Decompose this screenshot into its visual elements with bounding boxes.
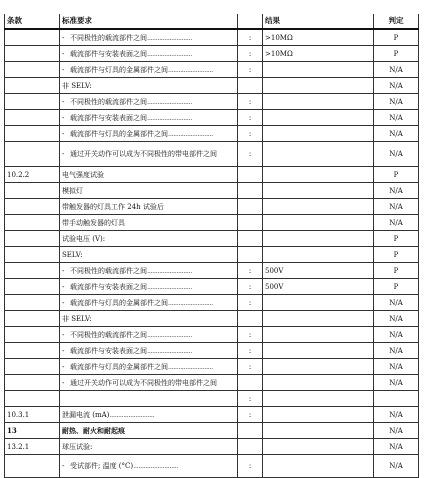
clause-cell bbox=[5, 126, 60, 142]
result-cell bbox=[263, 407, 374, 423]
clause-cell bbox=[5, 183, 60, 199]
bullet-marker: - bbox=[62, 346, 65, 355]
bullet-marker: - bbox=[62, 362, 65, 371]
requirement-cell bbox=[60, 94, 238, 110]
requirement-cell bbox=[60, 142, 238, 167]
result-cell bbox=[263, 311, 374, 327]
leader-dots: .......................... bbox=[147, 282, 192, 291]
clause-cell bbox=[5, 359, 60, 375]
verdict-cell: N/A bbox=[374, 62, 419, 78]
leader-dots: .......................... bbox=[168, 65, 213, 74]
colon-cell bbox=[238, 183, 263, 199]
colon-cell: : bbox=[238, 279, 263, 295]
clause-cell bbox=[5, 78, 60, 94]
table-row bbox=[5, 391, 419, 407]
table-row bbox=[5, 78, 419, 94]
verdict-cell: P bbox=[374, 46, 419, 62]
clause-cell bbox=[5, 199, 60, 215]
result-cell bbox=[263, 455, 374, 478]
result-cell bbox=[263, 247, 374, 263]
colon-cell bbox=[238, 247, 263, 263]
table-row bbox=[5, 263, 419, 279]
colon-cell bbox=[238, 199, 263, 215]
verdict-cell: N/A bbox=[374, 78, 419, 94]
clause-cell bbox=[5, 62, 60, 78]
clause-cell: 13.2.1 bbox=[5, 439, 60, 455]
requirement-cell bbox=[60, 295, 238, 311]
clause-cell bbox=[5, 142, 60, 167]
result-cell: 500V bbox=[263, 263, 374, 279]
requirement-text: 不同极性的载流部件之间 bbox=[70, 330, 147, 339]
bullet-marker: - bbox=[62, 462, 65, 470]
leader-dots: .......................... bbox=[147, 330, 192, 339]
result-cell bbox=[263, 78, 374, 94]
table-row bbox=[5, 183, 419, 199]
colon-cell: : bbox=[238, 142, 263, 167]
header-row bbox=[5, 14, 419, 29]
colon-cell: : bbox=[238, 391, 263, 407]
requirement-text: 载流部件与灯具的金属部件之间 bbox=[70, 65, 168, 74]
requirement-cell bbox=[60, 199, 238, 215]
verdict-cell: N/A bbox=[374, 343, 419, 359]
bullet-marker: - bbox=[62, 33, 65, 42]
table-row bbox=[5, 407, 419, 423]
header-verdict: 判定 bbox=[374, 14, 419, 29]
clause-cell: 10.3.1 bbox=[5, 407, 60, 423]
table-row bbox=[5, 46, 419, 62]
result-cell bbox=[263, 215, 374, 231]
table-row bbox=[5, 343, 419, 359]
requirement-text: 球压试验: bbox=[62, 442, 93, 451]
colon-cell: : bbox=[238, 455, 263, 478]
result-cell bbox=[263, 359, 374, 375]
clause-cell bbox=[5, 311, 60, 327]
table-row bbox=[5, 126, 419, 142]
requirement-cell bbox=[60, 263, 238, 279]
bullet-marker: - bbox=[62, 97, 65, 106]
result-cell bbox=[263, 327, 374, 343]
clause-cell: 13 bbox=[5, 423, 60, 439]
result-cell bbox=[263, 391, 374, 407]
verdict-cell: P bbox=[374, 167, 419, 183]
header-colon bbox=[238, 14, 263, 29]
result-cell bbox=[263, 231, 374, 247]
requirement-text: 载流部件与安装表面之间 bbox=[70, 282, 147, 291]
requirement-text: 不同极性的载流部件之间 bbox=[70, 33, 147, 42]
requirement-text: 通过开关动作可以成为不同极性的带电部件之间 bbox=[70, 378, 217, 387]
verdict-cell: N/A bbox=[374, 327, 419, 343]
clause-cell bbox=[5, 279, 60, 295]
requirement-cell bbox=[60, 407, 238, 423]
verdict-cell: N/A bbox=[374, 110, 419, 126]
table-row bbox=[5, 311, 419, 327]
requirement-cell bbox=[60, 439, 238, 455]
clause-cell bbox=[5, 295, 60, 311]
bullet-marker: - bbox=[62, 49, 65, 58]
requirement-cell bbox=[60, 311, 238, 327]
colon-cell: : bbox=[238, 110, 263, 126]
requirement-text: 泄漏电流 (mA) bbox=[62, 410, 110, 419]
result-cell bbox=[263, 110, 374, 126]
clause-cell bbox=[5, 455, 60, 478]
verdict-cell: P bbox=[374, 247, 419, 263]
verdict-cell: P bbox=[374, 279, 419, 295]
result-cell: >10MΩ bbox=[263, 29, 374, 46]
leader-dots: .......................... bbox=[168, 298, 213, 307]
result-cell bbox=[263, 375, 374, 391]
bullet-marker: - bbox=[62, 113, 65, 122]
colon-cell: : bbox=[238, 407, 263, 423]
requirement-text: 非 SELV: bbox=[62, 81, 92, 90]
table-row bbox=[5, 29, 419, 46]
bullet-marker: - bbox=[62, 266, 65, 275]
table-row bbox=[5, 94, 419, 110]
requirement-text: 不同极性的载流部件之间 bbox=[70, 97, 147, 106]
table-row bbox=[5, 359, 419, 375]
requirement-cell bbox=[60, 110, 238, 126]
table-row bbox=[5, 295, 419, 311]
result-cell: 500V bbox=[263, 279, 374, 295]
colon-cell: : bbox=[238, 62, 263, 78]
requirement-cell bbox=[60, 327, 238, 343]
clause-cell bbox=[5, 375, 60, 391]
requirement-text: 模拟灯 bbox=[62, 186, 83, 195]
requirement-text: 载流部件与灯具的金属部件之间 bbox=[70, 362, 168, 371]
result-cell bbox=[263, 199, 374, 215]
colon-cell bbox=[238, 375, 263, 391]
bullet-marker: - bbox=[62, 150, 65, 158]
colon-cell bbox=[238, 78, 263, 94]
verdict-cell: N/A bbox=[374, 94, 419, 110]
result-cell bbox=[263, 167, 374, 183]
requirement-text: 电气强度试验 bbox=[62, 170, 104, 179]
clause-cell bbox=[5, 231, 60, 247]
clause-cell bbox=[5, 94, 60, 110]
colon-cell: : bbox=[238, 126, 263, 142]
leader-dots: .......................... bbox=[147, 266, 192, 275]
table-row bbox=[5, 279, 419, 295]
verdict-cell: P bbox=[374, 29, 419, 46]
leader-dots: .......................... bbox=[133, 462, 178, 470]
result-cell bbox=[263, 126, 374, 142]
clause-cell bbox=[5, 343, 60, 359]
verdict-cell: N/A bbox=[374, 375, 419, 391]
clause-cell bbox=[5, 29, 60, 46]
requirement-text: 耐热、耐火和耐起痕 bbox=[62, 425, 125, 435]
verdict-cell: N/A bbox=[374, 423, 419, 439]
requirement-text: 通过开关动作可以成为不同极性的带电部件之间 bbox=[70, 150, 217, 158]
leader-dots: .......................... bbox=[147, 346, 192, 355]
leader-dots: .......................... bbox=[147, 33, 192, 42]
result-cell bbox=[263, 183, 374, 199]
requirement-text: 载流部件与安装表面之间 bbox=[70, 49, 147, 58]
bullet-marker: - bbox=[62, 330, 65, 339]
requirement-cell bbox=[60, 46, 238, 62]
clause-cell: 10.2.2 bbox=[5, 167, 60, 183]
verdict-cell: P bbox=[374, 263, 419, 279]
colon-cell: : bbox=[238, 295, 263, 311]
requirement-text: 带手动触发器的灯具 bbox=[62, 218, 125, 227]
requirement-text: 不同极性的载流部件之间 bbox=[70, 266, 147, 275]
colon-cell: : bbox=[238, 263, 263, 279]
clause-cell bbox=[5, 110, 60, 126]
result-cell bbox=[263, 295, 374, 311]
requirement-cell bbox=[60, 343, 238, 359]
requirement-cell bbox=[60, 167, 238, 183]
bullet-marker: - bbox=[62, 298, 65, 307]
requirement-cell bbox=[60, 183, 238, 199]
requirement-cell bbox=[60, 391, 238, 407]
result-cell bbox=[263, 343, 374, 359]
table-row bbox=[5, 199, 419, 215]
table-row bbox=[5, 62, 419, 78]
leader-dots: .......................... bbox=[168, 129, 213, 138]
bullet-marker: - bbox=[62, 65, 65, 74]
header-requirement: 标准要求 bbox=[60, 14, 238, 29]
table-row bbox=[5, 439, 419, 455]
table-row bbox=[5, 423, 419, 439]
result-cell bbox=[263, 94, 374, 110]
requirement-cell bbox=[60, 423, 238, 439]
table-row bbox=[5, 247, 419, 263]
verdict-cell: N/A bbox=[374, 407, 419, 423]
verdict-cell: P bbox=[374, 231, 419, 247]
requirement-cell bbox=[60, 247, 238, 263]
verdict-cell: N/A bbox=[374, 439, 419, 455]
colon-cell: : bbox=[238, 29, 263, 46]
result-cell bbox=[263, 423, 374, 439]
clause-cell bbox=[5, 391, 60, 407]
requirement-cell bbox=[60, 375, 238, 391]
clause-cell bbox=[5, 263, 60, 279]
table-row bbox=[5, 375, 419, 391]
requirement-text: SELV: bbox=[62, 250, 83, 259]
clause-cell bbox=[5, 247, 60, 263]
requirement-cell bbox=[60, 78, 238, 94]
verdict-cell: N/A bbox=[374, 142, 419, 167]
requirement-text: 载流部件与灯具的金属部件之间 bbox=[70, 298, 168, 307]
requirement-text: 载流部件与安装表面之间 bbox=[70, 346, 147, 355]
clause-cell bbox=[5, 327, 60, 343]
bullet-marker: - bbox=[62, 378, 65, 387]
leader-dots: .......................... bbox=[109, 410, 155, 419]
leader-dots: .......................... bbox=[168, 362, 213, 371]
requirement-text: 非 SELV: bbox=[62, 314, 92, 323]
requirement-cell bbox=[60, 215, 238, 231]
verdict-cell: N/A bbox=[374, 295, 419, 311]
table-row bbox=[5, 142, 419, 167]
table-row bbox=[5, 327, 419, 343]
verdict-cell: N/A bbox=[374, 183, 419, 199]
verdict-cell: N/A bbox=[374, 359, 419, 375]
verdict-cell bbox=[374, 391, 419, 407]
colon-cell bbox=[238, 423, 263, 439]
requirement-text: 载流部件与灯具的金属部件之间 bbox=[70, 129, 168, 138]
requirement-cell bbox=[60, 359, 238, 375]
colon-cell bbox=[238, 439, 263, 455]
test-report-table bbox=[4, 14, 419, 478]
leader-dots: .......................... bbox=[147, 113, 192, 122]
result-cell bbox=[263, 439, 374, 455]
colon-cell: : bbox=[238, 46, 263, 62]
clause-cell bbox=[5, 46, 60, 62]
bullet-marker: - bbox=[62, 282, 65, 291]
leader-dots: .......................... bbox=[147, 49, 192, 58]
leader-dots: .......................... bbox=[147, 97, 192, 106]
requirement-text: 试验电压 (V): bbox=[62, 234, 106, 243]
colon-cell bbox=[238, 167, 263, 183]
result-cell: >10MΩ bbox=[263, 46, 374, 62]
header-result: 结果 bbox=[263, 14, 374, 29]
verdict-cell: N/A bbox=[374, 311, 419, 327]
requirement-text: 受试部件; 温度 (°C) bbox=[70, 462, 134, 470]
colon-cell bbox=[238, 231, 263, 247]
verdict-cell: N/A bbox=[374, 126, 419, 142]
colon-cell: : bbox=[238, 94, 263, 110]
colon-cell: : bbox=[238, 327, 263, 343]
table-row bbox=[5, 215, 419, 231]
table-row bbox=[5, 455, 419, 478]
requirement-cell bbox=[60, 279, 238, 295]
colon-cell: : bbox=[238, 343, 263, 359]
bullet-marker: - bbox=[62, 129, 65, 138]
colon-cell bbox=[238, 311, 263, 327]
requirement-cell bbox=[60, 29, 238, 46]
colon-cell bbox=[238, 215, 263, 231]
header-clause: 条款 bbox=[5, 14, 60, 29]
requirement-cell bbox=[60, 455, 238, 478]
requirement-cell bbox=[60, 126, 238, 142]
verdict-cell: N/A bbox=[374, 215, 419, 231]
table-row bbox=[5, 167, 419, 183]
requirement-text: 带触发器的灯具工作 24h 试验后 bbox=[62, 202, 164, 211]
table-row bbox=[5, 231, 419, 247]
requirement-cell bbox=[60, 62, 238, 78]
requirement-text: 载流部件与安装表面之间 bbox=[70, 113, 147, 122]
table-row bbox=[5, 110, 419, 126]
clause-cell bbox=[5, 215, 60, 231]
verdict-cell: N/A bbox=[374, 455, 419, 478]
requirement-cell bbox=[60, 231, 238, 247]
result-cell bbox=[263, 62, 374, 78]
verdict-cell: N/A bbox=[374, 199, 419, 215]
result-cell bbox=[263, 142, 374, 167]
colon-cell: : bbox=[238, 359, 263, 375]
